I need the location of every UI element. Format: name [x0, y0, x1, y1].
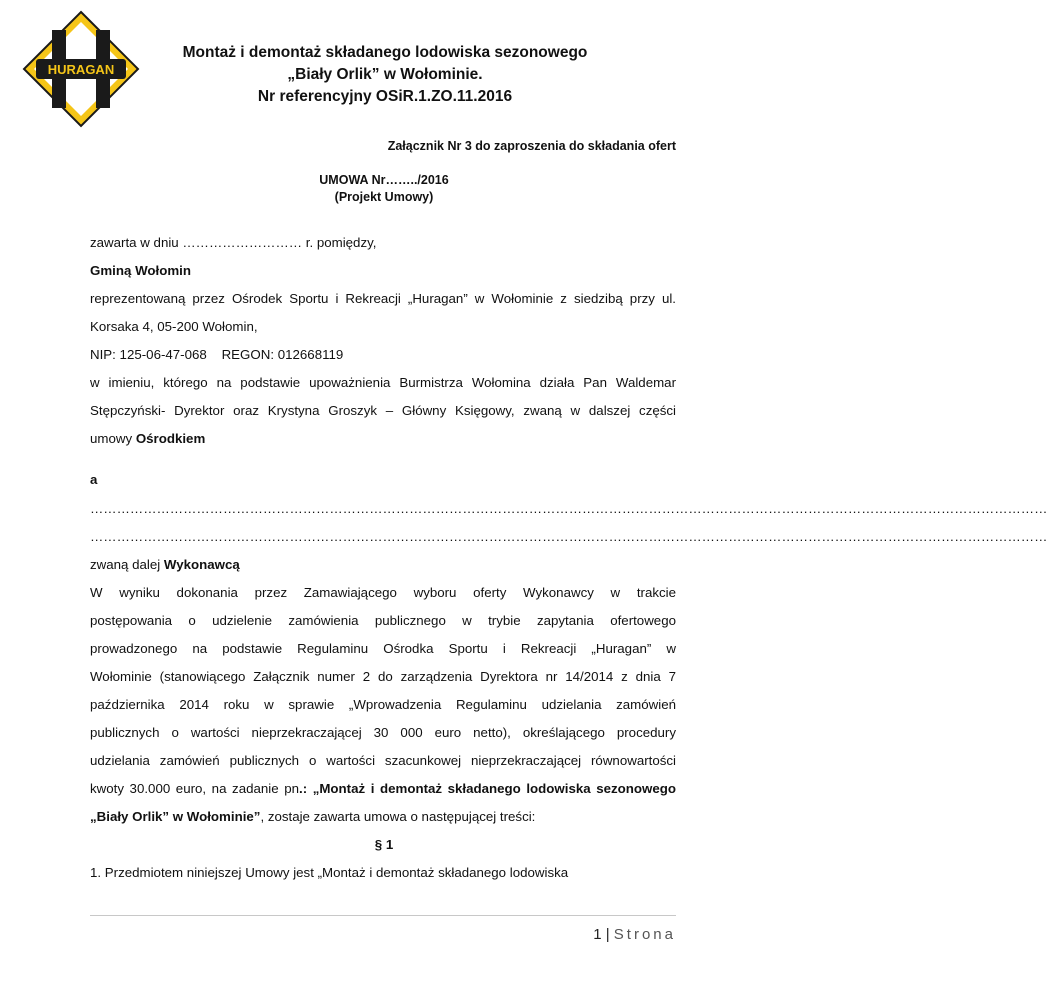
party1-name: Gminą Wołomin — [90, 263, 191, 278]
party1-authorization-line1: w imieniu, którego na podstawie upoważnienia Burmistrza Wołomina działa Pan Waldemar — [90, 375, 676, 390]
contract-date-line: zawarta w dniu ……………………… r. pomiędzy, — [90, 235, 377, 250]
section-heading: § 1 — [374, 837, 394, 852]
page-footer — [593, 926, 676, 943]
body-line3: prowadzonego na podstawie Regulaminu Ośrodka Sportu i Rekreacji „Huragan” w — [90, 641, 676, 656]
body-line9-task-name: „Biały Orlik” w Wołominie” — [90, 809, 261, 824]
body-line4: Wołominie (stanowiącego Załącznik numer 2 do zarządzenia Dyrektora nr 14/2014 z dnia 7 — [90, 669, 676, 684]
body-line6: publicznych o wartości nieprzekraczającej 30 000 euro netto), określającego procedury — [90, 725, 676, 740]
page-label: Strona — [613, 926, 676, 943]
annex-label: Załącznik Nr 3 do zaproszenia do składania ofert — [387, 139, 676, 153]
party1-authorization-line2: Stępczyński- Dyrektor oraz Krystyna Groszyk – Główny Księgowy, zwaną w dalszej części — [90, 403, 676, 418]
body-line8-task-name: .: „Montaż i demontaż składanego lodowiska sezonowego — [299, 781, 676, 796]
header-title-line1: Montaż i demontaż składanego lodowiska sezonowego — [182, 44, 588, 61]
party2-blank-line1: ……………………………………………………………………………………………………………………………………………………………………………………………… — [90, 501, 1047, 516]
footer-divider — [90, 915, 676, 916]
party1-authorization-line3 — [90, 431, 676, 446]
party1-tax-ids: NIP: 125-06-47-068 REGON: 012668119 — [90, 347, 344, 362]
page-number: 1 — [593, 926, 602, 943]
footer-separator: | — [601, 926, 614, 943]
body-line1: W wyniku dokonania przez Zamawiającego wyboru oferty Wykonawcy w trakcie — [90, 585, 676, 600]
body-line8 — [90, 781, 676, 796]
body-line9-suffix: , zostaje zawarta umowa o następującej treści: — [260, 809, 536, 824]
party2-designation — [90, 557, 676, 572]
huragan-logo — [22, 10, 140, 128]
section1-item1: 1. Przedmiotem niniejszej Umowy jest „Montaż i demontaż składanego lodowiska — [90, 865, 569, 880]
and-separator: a — [90, 472, 98, 487]
body-line9 — [90, 809, 676, 824]
logo-text: HURAGAN — [47, 62, 115, 77]
party2-blank-line2: ……………………………………………………………………………………………………………………………………………………………………………………………… — [90, 529, 1047, 544]
header-reference-number: Nr referencyjny OSiR.1.ZO.11.2016 — [257, 88, 513, 105]
header-title-line2: „Biały Orlik” w Wołominie. — [287, 66, 483, 83]
body-line5: października 2014 roku w sprawie „Wprowadzenia Regulaminu udzielania zamówień — [90, 697, 676, 712]
party1-auth-prefix: umowy — [90, 431, 136, 446]
party1-role-name: Ośrodkiem — [135, 431, 206, 446]
body-line8-prefix: kwoty 30.000 euro, na zadanie pn — [90, 781, 299, 796]
party1-representation-line1: reprezentowaną przez Ośrodek Sportu i Rekreacji „Huragan” w Wołominie z siedzibą przy ul. — [90, 291, 676, 306]
body-line7: udzielania zamówień publicznych o wartości szacunkowej nieprzekraczającej równowartości — [90, 753, 676, 768]
body-line2: postępowania o udzielenie zamówienia publicznego w trybie zapytania ofertowego — [90, 613, 676, 628]
party2-prefix: zwaną dalej — [90, 557, 164, 572]
contract-subtitle: (Projekt Umowy) — [334, 190, 434, 204]
party1-representation-line2: Korsaka 4, 05-200 Wołomin, — [90, 319, 258, 334]
contract-title: UMOWA Nr……../2016 — [319, 173, 449, 187]
party2-role-name: Wykonawcą — [163, 557, 240, 572]
